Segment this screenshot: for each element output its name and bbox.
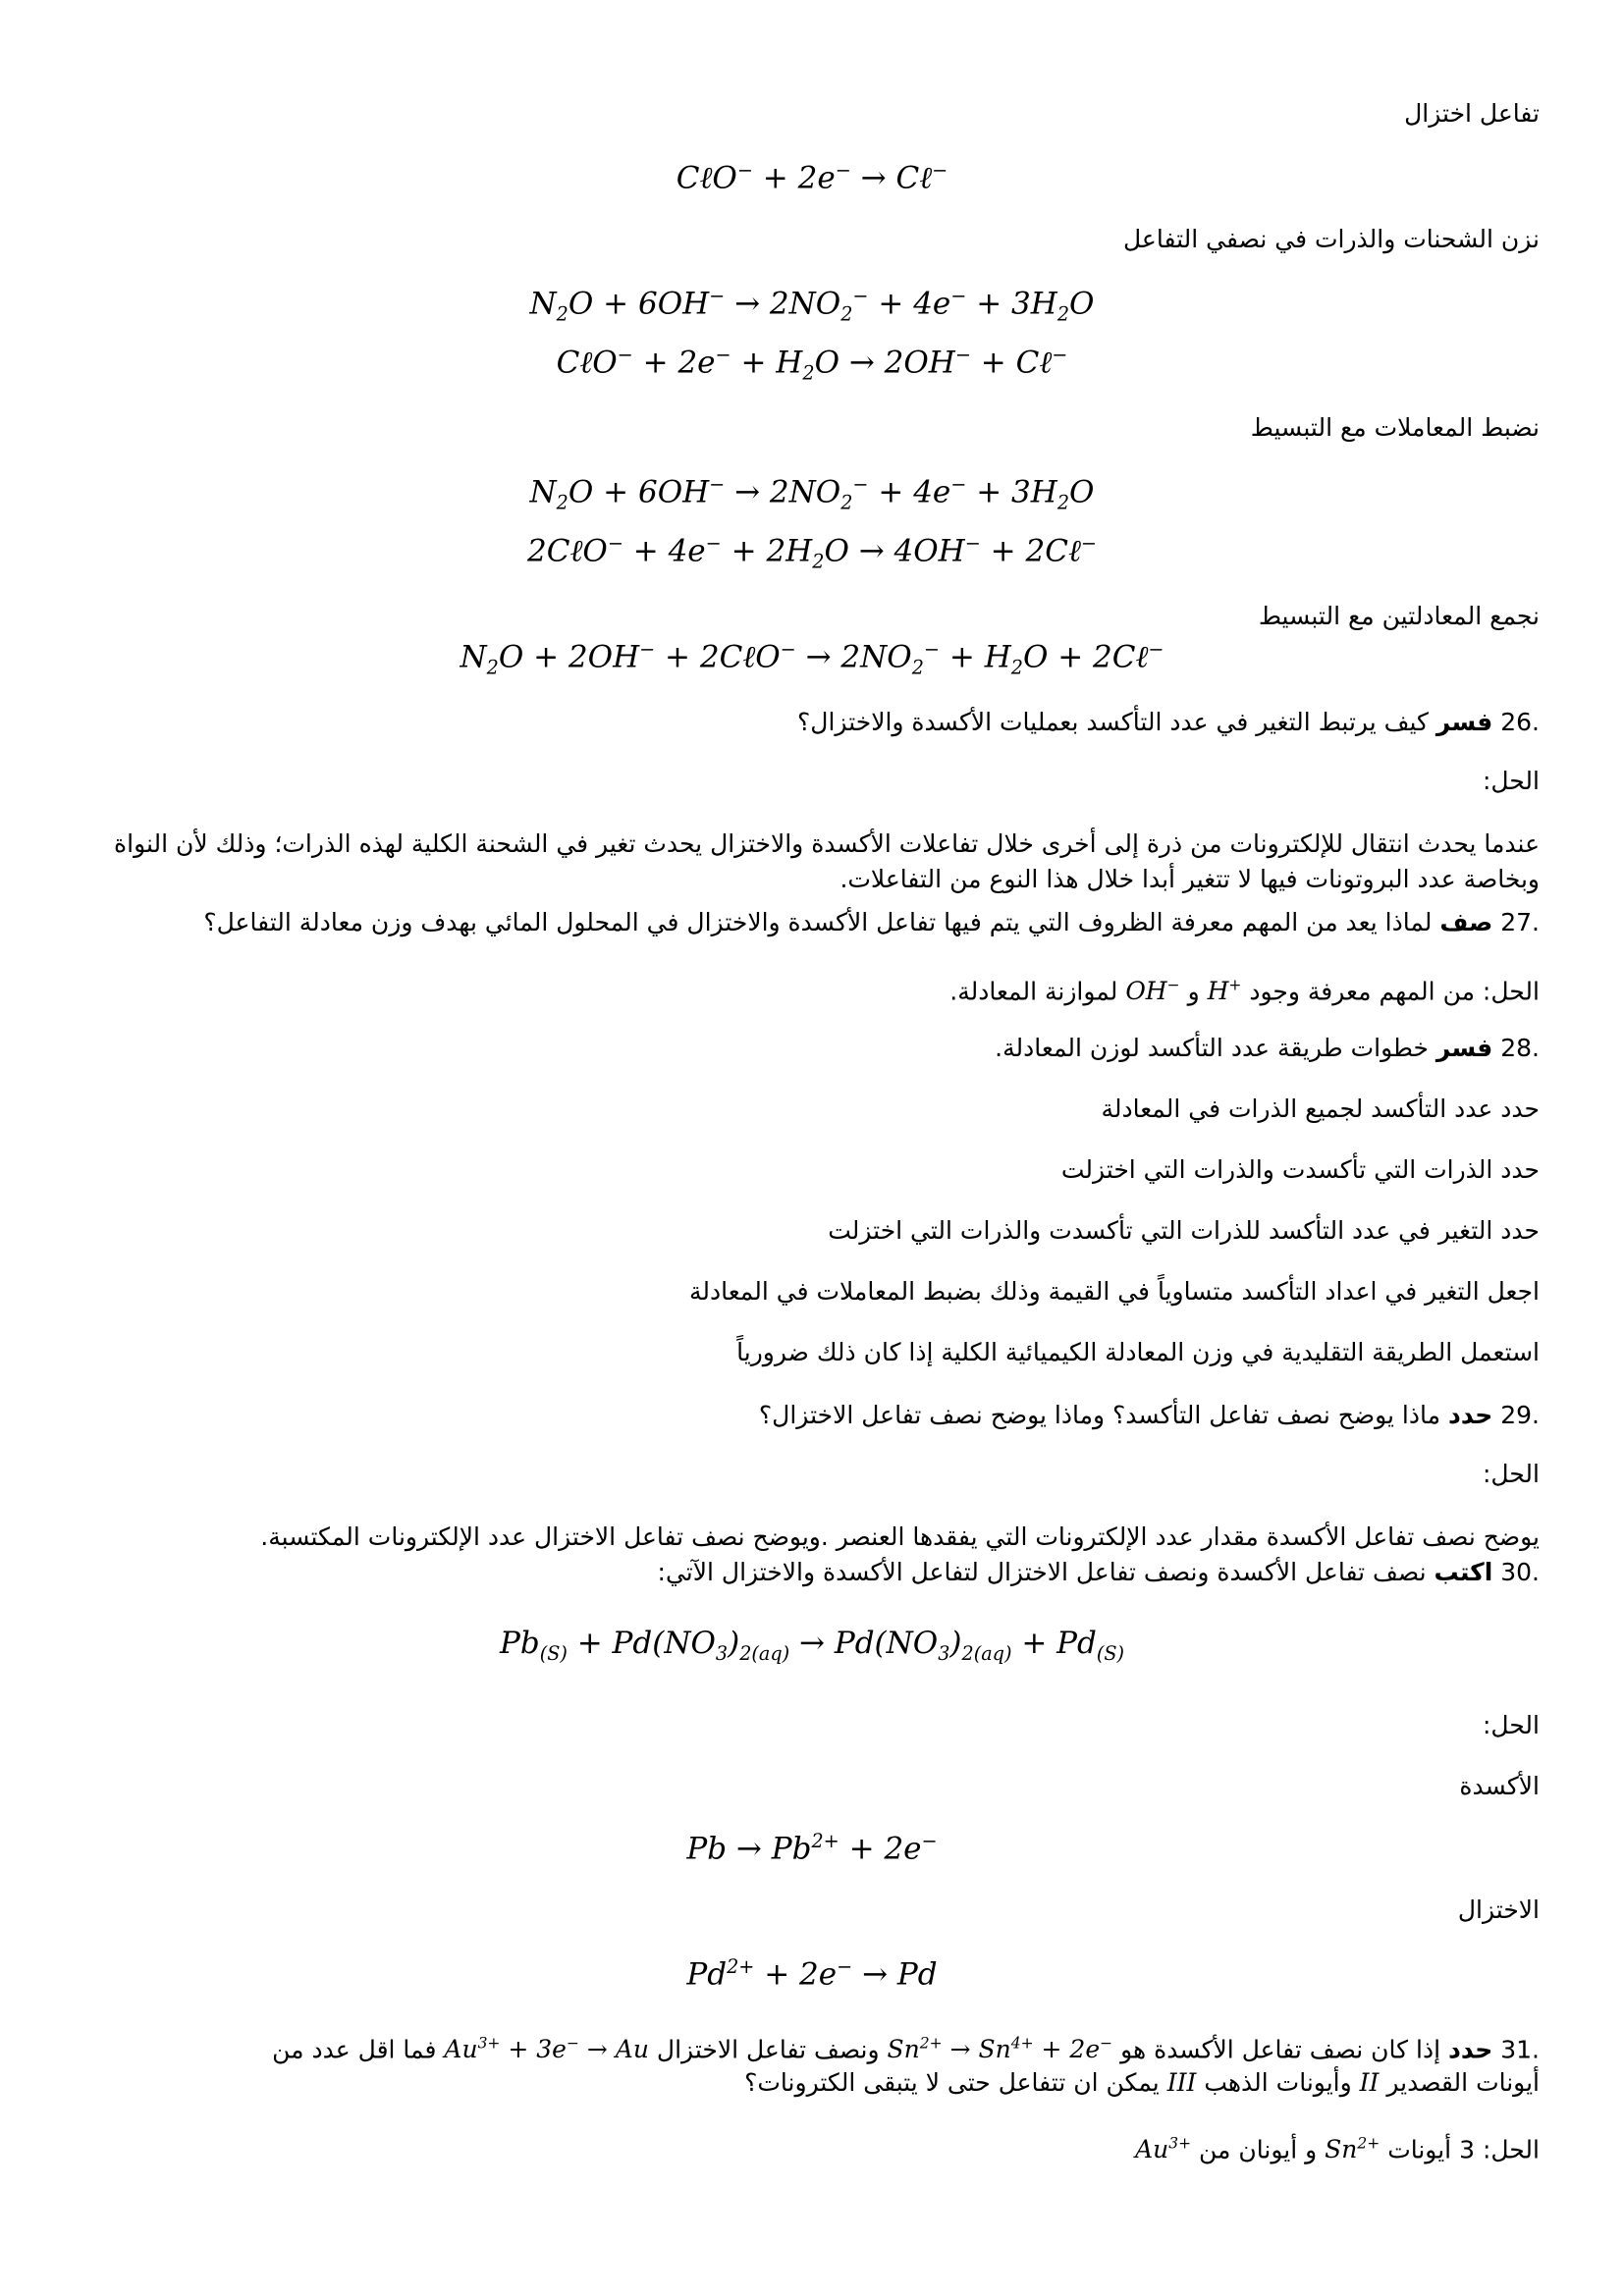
heading-adjust-coefficients: نضبط المعاملات مع التبسيط — [1250, 413, 1540, 442]
question-31-line-1: 31. حدد إذا كان نصف تفاعل الأكسدة هو $Sn^{2+} \to Sn^{4+} + 2e^-$ ونصف تفاعل الاختزال $Au^{3+} + 3e^- \to Au$ فما اقل عدد من — [272, 2035, 1540, 2064]
solution-26-text: عندما يحدث انتقال للإلكترونات من ذرة إلى أخرى خلال تفاعلات الأكسدة والاختزال يحدث تغير في الشحنة الكلية لهذه الذرات؛ وذلك لأن النواة وبخاصة عدد البروتونات فيها لا تتغير أبدا خلال هذا النوع من التفاعلات. — [114, 829, 1540, 893]
heading-reduction: تفاعل اختزال — [1404, 99, 1540, 128]
label-oxidation: الأكسدة — [1459, 1772, 1540, 1800]
equation-pb-pd: $Pb_{(S)} + Pd(NO_3)_{2(aq)} \to Pd(NO_3)_{2(aq)} + Pd_{(S)}$ — [500, 1626, 1124, 1666]
question-28: 28. فسر خطوات طريقة عدد التأكسد لوزن المعادلة. — [995, 1034, 1540, 1062]
step-4: اجعل التغير في اعداد التأكسد متساوياً في القيمة وذلك بضبط المعاملات في المعادلة — [688, 1277, 1540, 1306]
heading-add-equations: نجمع المعادلتين مع التبسيط — [1258, 602, 1540, 630]
question-31-line-2: أيونات القصدير II وأيونات الذهب III يمكن ان تتفاعل حتى لا يتبقى الكترونات؟ — [744, 2068, 1540, 2097]
step-2: حدد الذرات التي تأكسدت والذرات التي اختزلت — [1060, 1155, 1540, 1184]
equation-overall: $N_2O + 2OH^-$ + 2CℓO− → $2NO_2^- + H_2O$ + 2Cℓ− — [460, 638, 1164, 679]
question-29: 29. حدد ماذا يوضح نصف تفاعل التأكسد؟ وماذا يوضح نصف تفاعل الاختزال؟ — [758, 1401, 1540, 1429]
solution-27: الحل: من المهم معرفة وجود H+ و OH− لموازنة المعادلة. — [949, 977, 1540, 1006]
question-30: 30. اكتب نصف تفاعل الأكسدة ونصف تفاعل الاختزال لتفاعل الأكسدة والاختزال الآتي: — [657, 1558, 1540, 1586]
question-27: 27. صف لماذا يعد من المهم معرفة الظروف التي يتم فيها تفاعل الأكسدة والاختزال في المحلول المائي بهدف وزن معادلة التفاعل؟ — [203, 908, 1540, 936]
solution-26-label: الحل: — [1482, 767, 1540, 795]
equation-clo-adjusted: 2CℓO− + $4e^- + 2H_2O \to 4OH^-$ + 2Cℓ− — [527, 532, 1097, 573]
solution-29-label: الحل: — [1482, 1460, 1540, 1488]
equation-pb-oxidation: $Pb \to Pb^{2+} + 2e^-$ — [686, 1830, 938, 1867]
equation-clo-reduction: CℓO− + 2e− → Cℓ− — [676, 159, 948, 196]
solution-30-label: الحل: — [1482, 1711, 1540, 1739]
equation-n2o-half: $N_2O + 6OH^- \to 2NO_2^- + 4e^- + 3H_2O$ — [529, 285, 1095, 326]
label-reduction: الاختزال — [1457, 1896, 1540, 1924]
equation-pd-reduction: $Pd^{2+} + 2e^- \to Pd$ — [686, 1955, 938, 1993]
step-1: حدد عدد التأكسد لجميع الذرات في المعادلة — [1101, 1095, 1540, 1123]
solution-31: الحل: 3 أيونات $Sn^{2+}$ و أيونان من $Au^{3+}$ — [1135, 2135, 1540, 2164]
heading-balance-charges: نزن الشحنات والذرات في نصفي التفاعل — [1123, 225, 1540, 253]
equation-clo-half: CℓO− + $2e^- + H_2O \to 2OH^-$ + Cℓ− — [556, 344, 1068, 385]
equation-n2o-adjusted: $N_2O + 6OH^- \to 2NO_2^- + 4e^- + 3H_2O$ — [529, 473, 1095, 514]
question-26: 26. فسر كيف يرتبط التغير في عدد التأكسد بعمليات الأكسدة والاختزال؟ — [797, 708, 1540, 736]
step-3: حدد التغير في عدد التأكسد للذرات التي تأكسدت والذرات التي اختزلت — [828, 1216, 1540, 1245]
step-5: استعمل الطريقة التقليدية في وزن المعادلة الكيميائية الكلية إذا كان ذلك ضرورياً — [736, 1338, 1540, 1366]
solution-29-text: يوضح نصف تفاعل الأكسدة مقدار عدد الإلكترونات التي يفقدها العنصر .ويوضح نصف تفاعل الاختزال عدد الإلكترونات المكتسبة. — [260, 1522, 1540, 1551]
